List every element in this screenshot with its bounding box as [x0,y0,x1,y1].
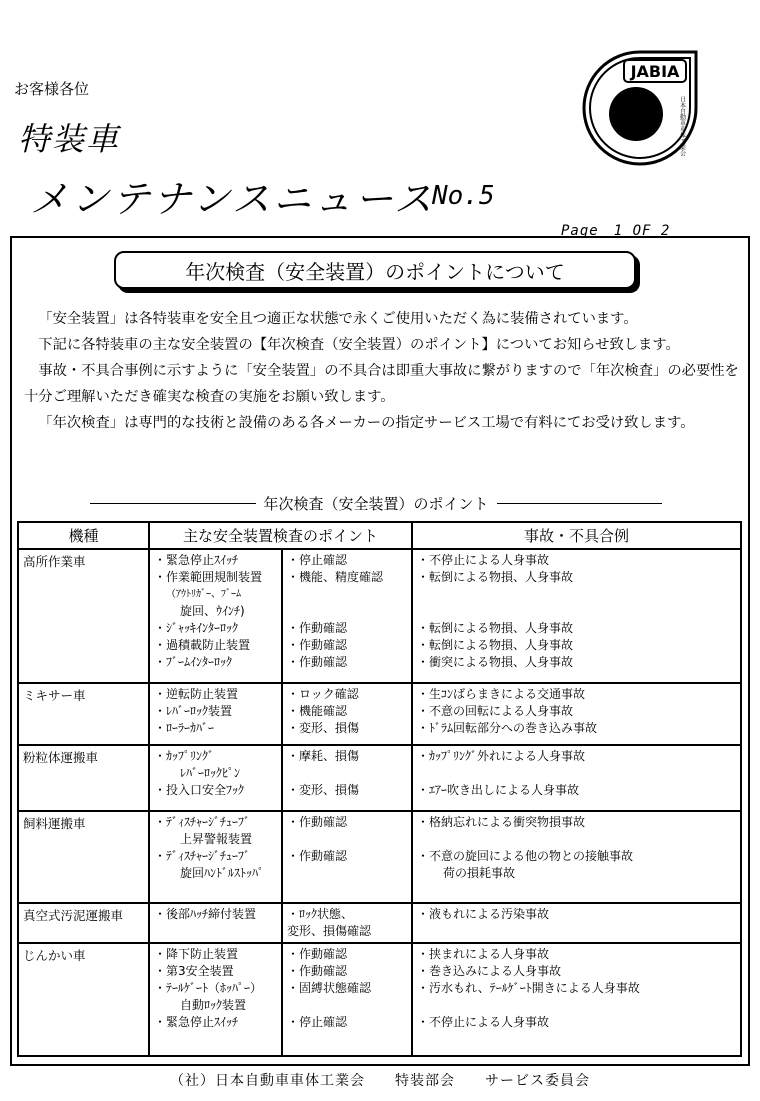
incident-example: ・格納忘れによる衝突物損事故 [417,815,586,829]
check-point [287,865,407,882]
check-point: ・ロック確認 [287,687,359,701]
logo-ring-text: 日本自動車車体工業会 [678,96,686,156]
table-row [18,683,741,745]
column-header-points: 主な安全装置検査のポイント [149,522,412,549]
safety-device: 旋回ﾊﾝﾄﾞﾙｽﾄｯﾊﾟ [180,866,265,880]
incident-example [417,603,736,620]
row-devices [149,943,282,1056]
incident-example: ・ｶｯﾌﾟﾘﾝｸﾞ外れによる人身事故 [417,749,586,763]
safety-device: 旋回、ｳｲﾝﾁ) [180,604,245,618]
table-row [18,811,741,903]
incident-example [417,586,736,603]
check-point: ・作動確認 [287,621,348,635]
intro-paragraph: 「安全装置」は各特装車を安全且つ適正な状態で永くご使用いただく為に装備されています。 [38,311,638,327]
row-category: 飼料運搬車 [18,811,149,903]
recipients: お客様各位 [14,80,90,98]
safety-device: ・ﾃﾞｨｽﾁｬｰｼﾞﾁｭｰﾌﾞ [154,815,251,829]
check-point: ・作動確認 [287,947,348,961]
check-point: ・作動確認 [287,849,348,863]
incident-example: ・生ｺﾝばらまきによる交通事故 [417,687,586,701]
check-point [287,765,407,782]
incident-example [417,923,736,940]
row-incidents [412,903,741,943]
check-point [287,997,407,1014]
check-point: ・変形、損傷 [287,783,360,797]
logo-text: JABIA [630,62,680,81]
intro-text [24,306,742,436]
incident-example: ・不意の回転による人身事故 [417,704,574,718]
safety-device: ・投入口安全ﾌｯｸ [154,783,245,797]
check-point: ・作動確認 [287,655,348,669]
check-point: ・機能、精度確認 [287,570,384,584]
row-checks [282,549,412,683]
section-title-text: 年次検査（安全装置）のポイント [263,494,489,513]
safety-device: ・ﾃﾞｨｽﾁｬｰｼﾞﾁｭｰﾌﾞ [154,849,251,863]
check-point: ・機能確認 [287,704,348,718]
intro-paragraph: 「年次検査」は専門的な技術と設備のある各メーカーの指定サービス工場で有料にてお受け致します。 [38,415,695,431]
incident-example: ・ﾄﾞﾗﾑ回転部分への巻き込み事故 [417,721,598,735]
incident-example: ・液もれによる汚染事故 [417,907,550,921]
incident-example: ・不意の旋回による他の物との接触事故 [417,849,634,863]
check-point: ・ﾛｯｸ状態、 [287,907,354,921]
newsletter-title: メンテナンスニュース [30,177,436,221]
row-devices [149,745,282,811]
check-point: ・停止確認 [287,1015,348,1029]
row-checks [282,745,412,811]
safety-device: ・ｼﾞｬｯｷｲﾝﾀｰﾛｯｸ [154,621,239,635]
row-devices [149,683,282,745]
safety-device: ﾚﾊﾞｰﾛｯｸﾋﾟﾝ [180,766,241,780]
incident-example: ・不停止による人身事故 [417,1015,550,1029]
safety-device: ・ﾃｰﾙｹﾞｰﾄ（ﾎｯﾊﾟｰ） [154,981,263,995]
incident-example [417,997,736,1014]
safety-device: ・緊急停止ｽｲｯﾁ [154,1015,239,1029]
safety-device: ・作業範囲規制装置 [154,570,263,584]
incident-example: ・転倒による物損、人身事故 [417,570,574,584]
check-point [287,603,407,620]
column-header-incidents: 事故・不具合例 [412,522,741,549]
row-checks [282,903,412,943]
incident-example: ・不停止による人身事故 [417,553,550,567]
row-incidents [412,683,741,745]
row-devices [149,811,282,903]
section-title [90,491,662,515]
row-incidents [412,549,741,683]
check-point: ・摩耗、損傷 [287,749,360,763]
jabia-logo-icon [578,46,702,170]
intro-paragraph: 下記に各特装車の主な安全装置の【年次検査（安全装置）のポイント】についてお知らせ致します。 [38,337,680,353]
column-header-model: 機種 [18,522,149,549]
row-category: じんかい車 [18,943,149,1056]
incident-example: ・巻き込みによる人身事故 [417,964,562,978]
safety-device: ・ｶｯﾌﾟﾘﾝｸﾞ [154,749,215,763]
check-point: 変形、損傷確認 [287,924,372,938]
safety-device: ・ﾚﾊﾞｰﾛｯｸ装置 [154,704,233,718]
safety-device: ・後部ﾊｯﾁ締付装置 [154,907,257,921]
safety-device: （ｱｳﾄﾘｶﾞｰ、ﾌﾞｰﾑ [166,589,241,600]
divider [90,503,256,504]
row-category: ミキサー車 [18,683,149,745]
divider [497,503,663,504]
incident-example [417,831,736,848]
check-point: ・固縛状態確認 [287,981,372,995]
incident-example: ・ｴｱｰ吹き出しによる人身事故 [417,783,580,797]
safety-device [154,923,277,940]
row-incidents [412,943,741,1056]
check-point: ・作動確認 [287,638,348,652]
incident-example: ・汚水もれ、ﾃｰﾙｹﾞｰﾄ開きによる人身事故 [417,981,640,995]
row-incidents [412,811,741,903]
safety-device: ・降下防止装置 [154,947,239,961]
row-devices [149,549,282,683]
incident-example: ・転倒による物損、人身事故 [417,621,574,635]
table-row [18,943,741,1056]
safety-device: ・緊急停止ｽｲｯﾁ [154,553,239,567]
incident-example: 荷の損耗事故 [443,866,516,880]
safety-device: ・逆転防止装置 [154,687,239,701]
incident-example: ・衝突による物損、人身事故 [417,655,574,669]
row-category: 高所作業車 [18,549,149,683]
safety-device: ・過積載防止装置 [154,638,251,652]
table-row [18,903,741,943]
check-point: ・作動確認 [287,964,348,978]
check-point: ・変形、損傷 [287,721,360,735]
safety-device: ・ﾌﾞｰﾑｲﾝﾀｰﾛｯｸ [154,655,233,669]
incident-example [417,765,736,782]
row-category: 粉粒体運搬車 [18,745,149,811]
row-checks [282,811,412,903]
row-checks [282,943,412,1056]
page-indicator: Page 1 OF 2 [561,223,671,239]
table-row [18,745,741,811]
table-row [18,549,741,683]
row-checks [282,683,412,745]
check-point: ・停止確認 [287,553,348,567]
safety-device: 自動ﾛｯｸ装置 [180,998,247,1012]
incident-example: ・転倒による物損、人身事故 [417,638,574,652]
incident-example: ・挟まれによる人身事故 [417,947,550,961]
safety-device: 上昇警報装置 [180,832,253,846]
row-devices [149,903,282,943]
safety-device: ・第3安全装置 [154,964,234,978]
check-point: ・作動確認 [287,815,348,829]
notice-heading: 年次検査（安全装置）のポイントについて [114,251,636,289]
check-point [287,831,407,848]
row-category: 真空式汚泥運搬車 [18,903,149,943]
check-point [287,586,407,603]
series-label: 特装車 [18,120,121,158]
issue-number: No.5 [432,181,495,211]
row-incidents [412,745,741,811]
inspection-points-table [17,521,742,1057]
footer-organization: （社）日本自動車車体工業会 特装部会 サービス委員会 [170,1073,590,1089]
intro-paragraph: 事故・不具合事例に示すように「安全装置」の不具合は即重大事故に繋がりますので「年次検査」の必要性を十分ご理解いただき確実な検査の実施をお願い致します。 [24,363,739,405]
safety-device: ・ﾛｰﾗｰｶﾊﾞｰ [154,721,215,735]
